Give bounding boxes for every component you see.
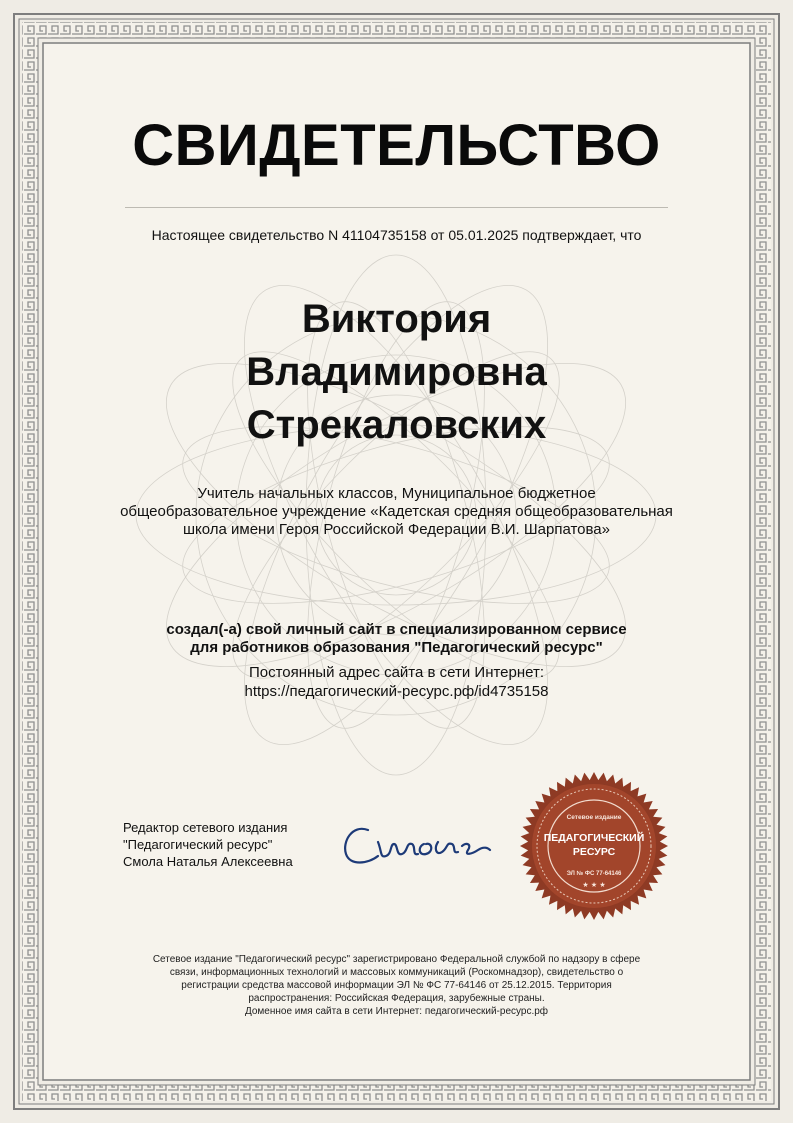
editor-line-2: "Педагогический ресурс" bbox=[123, 837, 273, 852]
seal-line-2: РЕСУРС bbox=[572, 846, 616, 858]
site-address bbox=[120, 663, 673, 701]
recipient-first-name: Виктория bbox=[301, 297, 492, 341]
publication-seal bbox=[519, 771, 669, 921]
footer-line-5: Доменное имя сайта в сети Интернет: педагогический-ресурс.рф bbox=[244, 1006, 549, 1017]
seal-stars: ★ ★ ★ bbox=[582, 881, 606, 889]
footer-line-2: связи, информационных технологий и массовых коммуникаций (Роскомнадзор), свидетельство о bbox=[169, 967, 624, 978]
certificate-title: СВИДЕТЕЛЬСТВО bbox=[132, 113, 661, 178]
recipient-patronymic: Владимировна bbox=[246, 350, 547, 394]
seal-top-text: Сетевое издание bbox=[566, 814, 622, 821]
recipient-surname: Стрекаловских bbox=[246, 403, 547, 447]
created-line-2: для работников образования "Педагогический ресурс" bbox=[190, 639, 603, 656]
footer-line-3: регистрации средства массовой информации ЭЛ № ФС 77-64146 от 25.12.2015. Территория bbox=[181, 980, 612, 991]
title-divider bbox=[125, 207, 668, 208]
editor-line-1: Редактор сетевого издания bbox=[123, 820, 288, 835]
created-line-1: создал(-а) свой личный сайт в специализированном сервисе bbox=[166, 621, 627, 638]
editor-signature bbox=[338, 812, 498, 882]
created-statement bbox=[120, 621, 673, 657]
recipient-position: Учитель начальных классов, Муниципальное бюджетное общеобразовательное учреждение «Кадетская средняя общеобразовательная школа имени Героя Российской Федерации В.И. Шарпатова» bbox=[120, 485, 673, 538]
footer-legal bbox=[110, 953, 683, 1018]
site-address-label: Постоянный адрес сайта в сети Интернет: bbox=[248, 664, 545, 681]
certificate-intro: Настоящее свидетельство N 41104735158 от 05.01.2025 подтверждает, что bbox=[151, 227, 642, 243]
editor-name: Смола Наталья Алексеевна bbox=[123, 854, 293, 869]
site-address-url: https://педагогический-ресурс.рф/id4735158 bbox=[244, 683, 549, 700]
seal-line-1: ПЕДАГОГИЧЕСКИЙ bbox=[543, 832, 645, 844]
recipient-name bbox=[150, 293, 643, 452]
footer-line-4: распространения: Российская Федерация, зарубежные страны. bbox=[248, 993, 545, 1004]
footer-line-1: Сетевое издание "Педагогический ресурс" зарегистрировано Федеральной службой по надзору в сфере bbox=[152, 954, 641, 965]
editor-block bbox=[123, 819, 343, 870]
seal-reg-number: ЭЛ № ФС 77-64146 bbox=[566, 871, 622, 877]
